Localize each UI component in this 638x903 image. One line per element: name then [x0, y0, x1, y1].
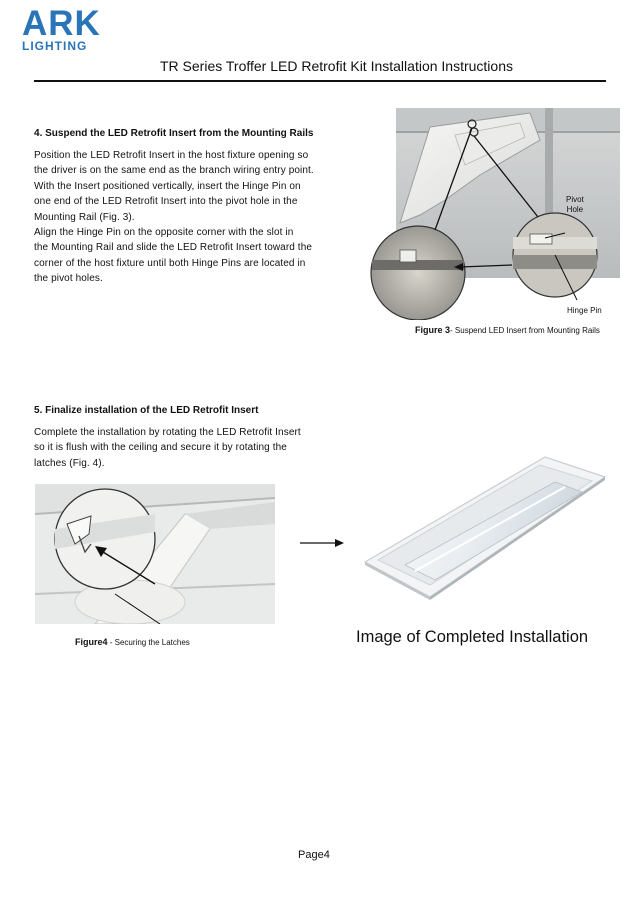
step5-number: 5 [34, 405, 40, 416]
step5-heading [34, 405, 258, 416]
page-number: Page4 [298, 849, 330, 861]
figure4-illustration [35, 484, 275, 624]
step4-line: Position the LED Retrofit Insert in the host fixture opening so [34, 150, 309, 161]
pivot-hole-label: Pivot Hole [566, 195, 584, 214]
figure4-caption-text: - Securing the Latches [109, 638, 190, 647]
step4-line: the Mounting Rail and slide the LED Retrofit Insert toward the [34, 242, 313, 254]
document-title: TR Series Troffer LED Retrofit Kit Installation Instructions [160, 58, 513, 74]
step4-body [34, 148, 314, 287]
completed-installation-image [360, 447, 615, 602]
step5-line: latches (Fig. 4). [34, 457, 105, 469]
completed-installation-caption: Image of Completed Installation [356, 628, 589, 646]
figure4-caption-bold: Figure4 [75, 637, 108, 647]
step4-line: corner of the host fixture until both Hinge Pins are located in [34, 257, 306, 269]
zoom-detail-left [371, 226, 465, 320]
step4-line: one end of the LED Retrofit Insert into the pivot hole in the [34, 196, 298, 208]
logo-ark-text: ARK [22, 4, 101, 43]
step4-heading-text: . Suspend the LED Retrofit Insert from the Mounting Rails [39, 128, 314, 139]
right-arrow-icon [300, 538, 345, 548]
step4-line: Mounting Rail (Fig. 3). [34, 211, 135, 223]
hinge-pin-label: Hinge Pin [567, 306, 602, 315]
step5-body [34, 425, 301, 471]
step4-line: Align the Hinge Pin on the opposite corner with the slot in [34, 227, 294, 239]
step4-number: 4 [34, 128, 40, 139]
step4-line: the pivot holes. [34, 273, 103, 285]
figure3-caption-bold: Figure 3 [415, 325, 451, 335]
figure3-caption [415, 325, 600, 335]
step4-line: With the Insert positioned vertically, insert the Hinge Pin on [34, 180, 301, 192]
figure3-caption-text: - Suspend LED Insert from Mounting Rails [450, 326, 600, 335]
step4-line: the driver is on the same end as the branch wiring entry point. [34, 165, 314, 177]
step5-line: so it is flush with the ceiling and secure it by rotating the [34, 442, 287, 454]
figure4-caption [75, 637, 190, 647]
step5-heading-text: . Finalize installation of the LED Retrofit Insert [39, 405, 259, 416]
header-divider [34, 80, 606, 82]
logo-lighting-text: LIGHTING [22, 39, 88, 53]
step5-line: Complete the installation by rotating the LED Retrofit Insert [34, 427, 301, 438]
step4-heading [34, 128, 313, 139]
